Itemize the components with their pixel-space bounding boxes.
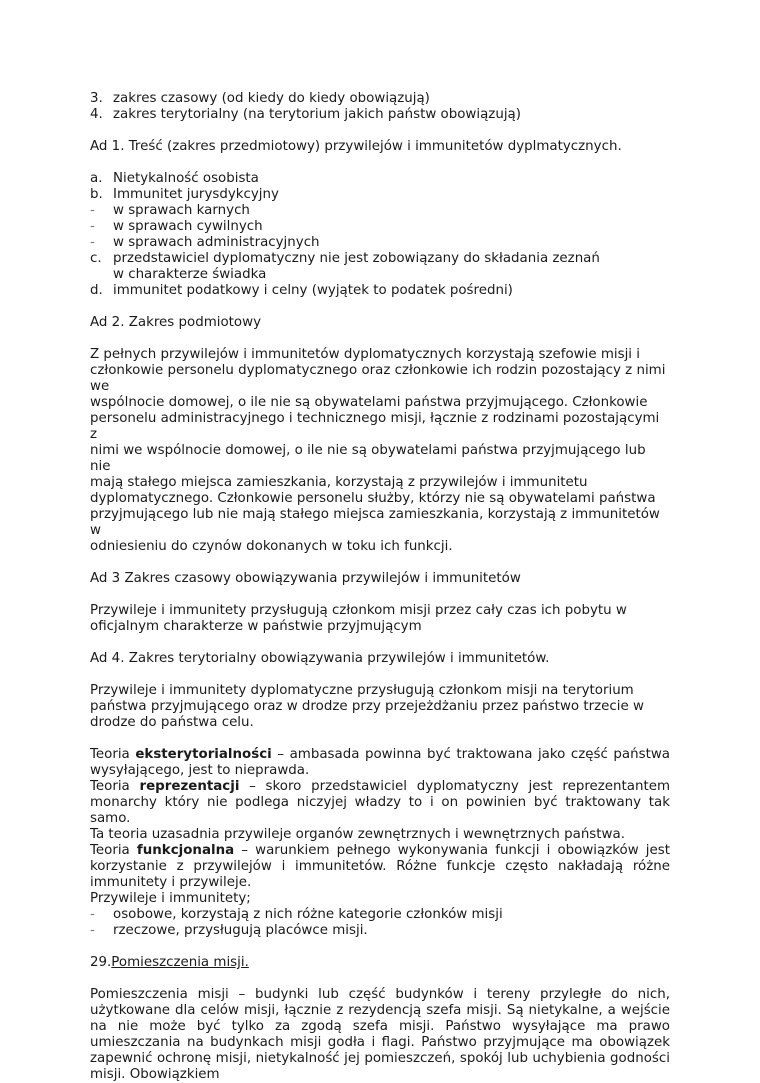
- list-marker: 3.: [90, 91, 103, 106]
- theory-representation: [90, 779, 670, 827]
- list-text: w sprawach cywilnych: [113, 219, 263, 234]
- text-line: personelu administracyjnego i technicznego misji, łącznie z rodzinami pozostającymi z: [90, 411, 660, 442]
- ad3-heading: Ad 3 Zakres czasowy obowiązywania przywilejów i immunitetów: [90, 571, 521, 586]
- theory-note: Ta teoria uzasadnia przywileje organów zewnętrznych i wewnętrznych państwa.: [90, 827, 625, 842]
- list-item: [90, 187, 670, 203]
- list-marker: -: [90, 235, 95, 250]
- theory-label: Teoria: [90, 747, 136, 762]
- text-line: Z pełnych przywilejów i immunitetów dyplomatycznych korzystają szefowie misji i: [90, 347, 641, 362]
- theory-name: eksterytorialności: [135, 747, 272, 762]
- ad3-paragraph: [90, 603, 670, 635]
- theory-text: – ambasada powinna być traktowana jako część państwa wysyłającego, jest to nieprawda.: [90, 747, 670, 778]
- text-line: przyjmującego lub nie mają stałego miejsca zamieszkania, korzystają z immunitetów w: [90, 507, 660, 538]
- list-item: [90, 235, 670, 251]
- text-line: Przywileje i immunitety przysługują członkom misji przez cały czas ich pobytu w: [90, 603, 627, 618]
- text-line: członkowie personelu dyplomatycznego oraz członkowie ich rodzin pozostający z nimi we: [90, 363, 666, 394]
- list-text: zakres terytorialny (na terytorium jakich państw obowiązują): [113, 107, 521, 122]
- list-text: rzeczowe, przysługują placówce misji.: [113, 923, 368, 938]
- list-text: przedstawiciel dyplomatyczny nie jest zobowiązany do składania zeznań w charakterze świadka: [113, 251, 600, 282]
- text-line: dyplomatycznego. Członkowie personelu służby, którzy nie są obywatelami państwa: [90, 491, 656, 506]
- list-marker: -: [90, 923, 95, 938]
- text-line: odniesieniu do czynów dokonanych w toku ich funkcji.: [90, 539, 453, 554]
- theory-exterritoriality: [90, 747, 670, 779]
- text-line: wspólnocie domowej, o ile nie są obywatelami państwa przyjmującego. Członkowie: [90, 395, 648, 410]
- theory-label: Teoria: [90, 779, 140, 794]
- list-item: [90, 283, 670, 299]
- list-item: [90, 171, 670, 187]
- list-marker: a.: [90, 171, 103, 186]
- list-text: w sprawach administracyjnych: [113, 235, 320, 250]
- document-body: [90, 91, 670, 1083]
- ad2-heading: Ad 2. Zakres podmiotowy: [90, 315, 261, 330]
- list-text: Immunitet jurysdykcyjny: [113, 187, 279, 202]
- theory-name: funkcjonalna: [136, 843, 235, 858]
- list-text: zakres czasowy (od kiedy do kiedy obowiązują): [113, 91, 430, 106]
- theory-functional: [90, 843, 670, 891]
- text-line: Przywileje i immunitety dyplomatyczne przysługują członkom misji na terytorium: [90, 683, 634, 698]
- ad4-paragraph: [90, 683, 670, 731]
- list-item: [90, 907, 670, 923]
- list-item: [90, 107, 670, 123]
- list-text: osobowe, korzystają z nich różne kategorie członków misji: [113, 907, 503, 922]
- list-text: immunitet podatkowy i celny (wyjątek to podatek pośredni): [113, 283, 513, 298]
- theory-text: – warunkiem pełnego wykonywania funkcji i obowiązków jest korzystanie z przywilejów i immunitetów. Różne funkcje często nakładają różne immunitety i przywileje.: [90, 843, 670, 890]
- list-marker: c.: [90, 251, 102, 266]
- list-marker: d.: [90, 283, 103, 298]
- text-line: państwa przyjmującego oraz w drodze przy przejeżdżaniu przez państwo trzecie w: [90, 699, 644, 714]
- list-marker: -: [90, 219, 95, 234]
- list-marker: -: [90, 203, 95, 218]
- text-line: oficjalnym charakterze w państwie przyjmującym: [90, 619, 422, 634]
- section-29-paragraph: Pomieszczenia misji – budynki lub część budynków i tereny przyległe do nich, użytkowane dla celów misji, łącznie z rezydencją szefa misji. Są nietykalne, a wejście na nie może być tylko za zgodą szefa misji. Państwo wysyłające ma prawo umieszczania na budynkach misji godła i flagi. Państwo przyjmujące ma obowiązek zapewnić ochronę misji, nietykalność jej pomieszczeń, spokój lub uchybienia godności misji. Obowiązkiem: [90, 987, 670, 1082]
- list-item: [90, 923, 670, 939]
- text-line: nimi we wspólnocie domowej, o ile nie są obywatelami państwa przyjmującego lub nie: [90, 443, 646, 474]
- section-29-heading: [90, 955, 670, 971]
- list-marker: 4.: [90, 107, 103, 122]
- list-item: [90, 203, 670, 219]
- privileges-list-title: Przywileje i immunitety;: [90, 891, 251, 906]
- list-item: [90, 219, 670, 235]
- list-marker: -: [90, 907, 95, 922]
- list-item: [90, 251, 670, 283]
- section-title: Pomieszczenia misji.: [111, 955, 249, 970]
- ad1-heading: Ad 1. Treść (zakres przedmiotowy) przywilejów i immunitetów dyplmatycznych.: [90, 139, 622, 154]
- ad2-paragraph: [90, 347, 670, 555]
- section-number: 29.: [90, 955, 112, 970]
- theory-label: Teoria: [90, 843, 137, 858]
- text-line: drodze do państwa celu.: [90, 715, 254, 730]
- text-line: mają stałego miejsca zamieszkania, korzystają z przywilejów i immunitetu: [90, 475, 588, 490]
- ad4-heading: Ad 4. Zakres terytorialny obowiązywania przywilejów i immunitetów.: [90, 651, 550, 666]
- list-marker: b.: [90, 187, 103, 202]
- list-item: [90, 91, 670, 107]
- theory-text: – skoro przedstawiciel dyplomatyczny jest reprezentantem monarchy który nie podlega niczyjej władzy to i on powinien być traktowany tak samo.: [90, 779, 670, 826]
- theory-name: reprezentacji: [139, 779, 240, 794]
- list-text: Nietykalność osobista: [113, 171, 259, 186]
- list-text: w sprawach karnych: [113, 203, 250, 218]
